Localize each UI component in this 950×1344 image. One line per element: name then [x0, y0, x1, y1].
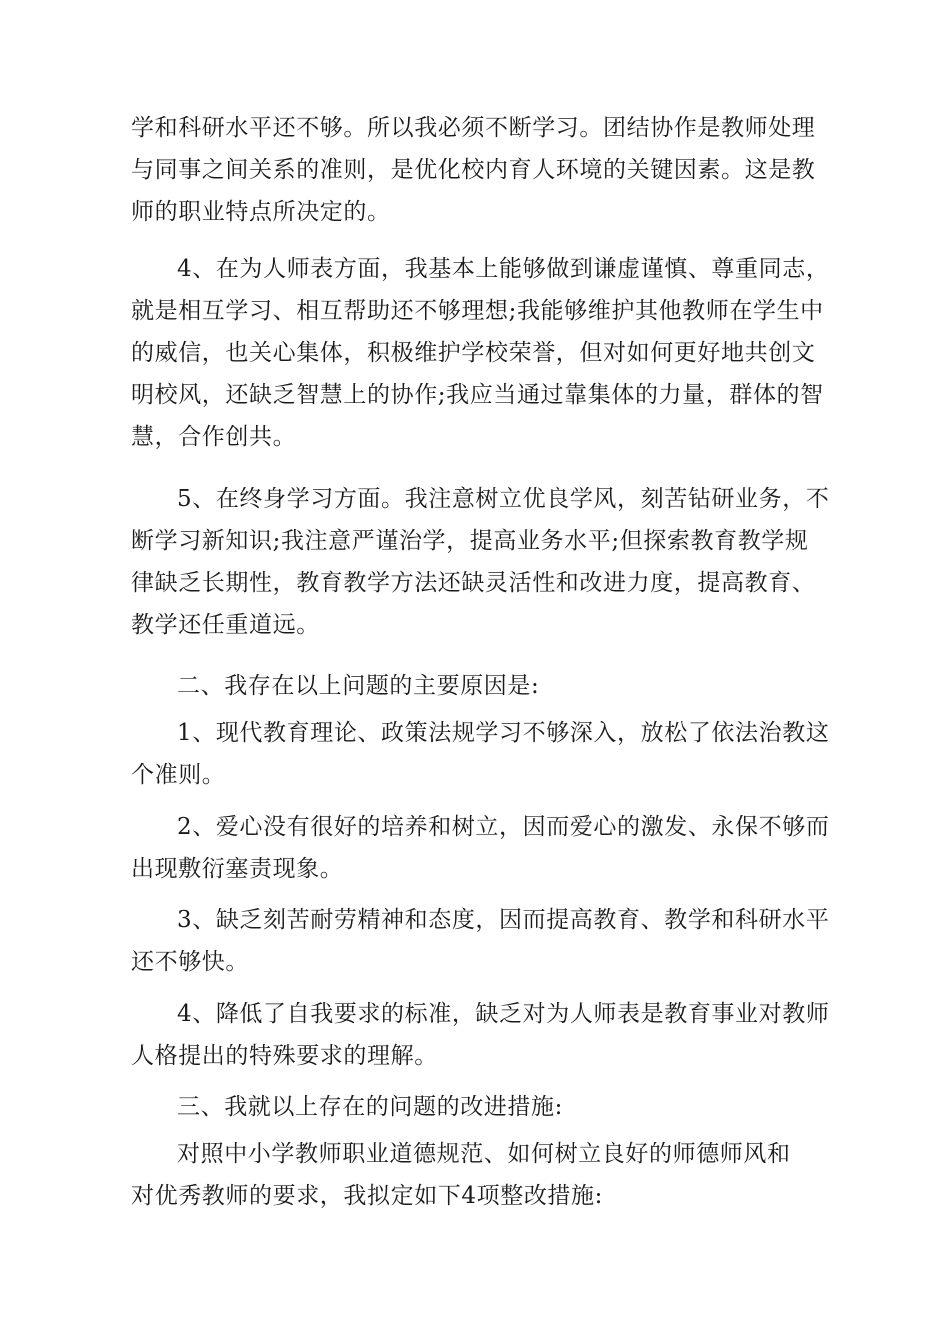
paragraph-reason-4 — [131, 993, 831, 1077]
text-line: 慧，合作创共。 — [131, 424, 297, 450]
text-line: 对照中小学教师职业道德规范、如何树立良好的师德师风和 — [177, 1141, 791, 1167]
paragraph-item-5-lifelong-learning — [131, 478, 831, 646]
paragraph-reason-3 — [131, 899, 831, 983]
paragraph-measures-intro — [131, 1133, 831, 1217]
text-line: 二、我存在以上问题的主要原因是: — [177, 673, 540, 699]
text-line: 学和科研水平还不够。所以我必须不断学习。团结协作是教师处理 — [131, 115, 816, 141]
section-heading-measures — [131, 1086, 831, 1128]
text-line: 明校风，还缺乏智慧上的协作;我应当通过靠集体的力量，群体的智 — [131, 382, 824, 408]
text-line: 三、我就以上存在的问题的改进措施: — [177, 1094, 563, 1120]
text-line: 就是相互学习、相互帮助还不够理想;我能够维护其他教师在学生中 — [131, 298, 824, 324]
text-line: 与同事之间关系的准则，是优化校内育人环境的关键因素。这是教 — [131, 157, 816, 183]
text-line: 个准则。 — [131, 762, 226, 788]
section-heading-reasons — [131, 665, 831, 707]
paragraph-reason-1 — [131, 712, 831, 796]
text-line: 断学习新知识;我注意严谨治学，提高业务水平;但探索教育教学规 — [131, 528, 809, 554]
text-line: 对优秀教师的要求，我拟定如下4项整改措施: — [131, 1183, 603, 1209]
text-line: 的威信，也关心集体，积极维护学校荣誉，但对如何更好地共创文 — [131, 340, 816, 366]
text-line: 1、现代教育理论、政策法规学习不够深入，放松了依法治教这 — [177, 720, 830, 746]
text-line: 出现敷衍塞责现象。 — [131, 856, 344, 882]
text-line: 还不够快。 — [131, 949, 249, 975]
text-line: 4、降低了自我要求的标准，缺乏对为人师表是教育事业对教师 — [177, 1001, 830, 1027]
text-line: 5、在终身学习方面。我注意树立优良学风，刻苦钻研业务，不 — [177, 486, 830, 512]
text-line: 教学还任重道远。 — [131, 612, 320, 638]
text-line: 2、爱心没有很好的培养和树立，因而爱心的激发、永保不够而 — [177, 814, 830, 840]
paragraph-reason-2 — [131, 806, 831, 890]
text-line: 4、在为人师表方面，我基本上能够做到谦虚谨慎、尊重同志， — [177, 256, 830, 282]
text-line: 师的职业特点所决定的。 — [131, 199, 391, 225]
text-line: 3、缺乏刻苦耐劳精神和态度，因而提高教育、教学和科研水平 — [177, 907, 830, 933]
text-line: 人格提出的特殊要求的理解。 — [131, 1043, 438, 1069]
paragraph-item-4-role-model — [131, 248, 831, 458]
text-line: 律缺乏长期性，教育教学方法还缺灵活性和改进力度，提高教育、 — [131, 570, 816, 596]
paragraph-continuation — [131, 107, 831, 233]
